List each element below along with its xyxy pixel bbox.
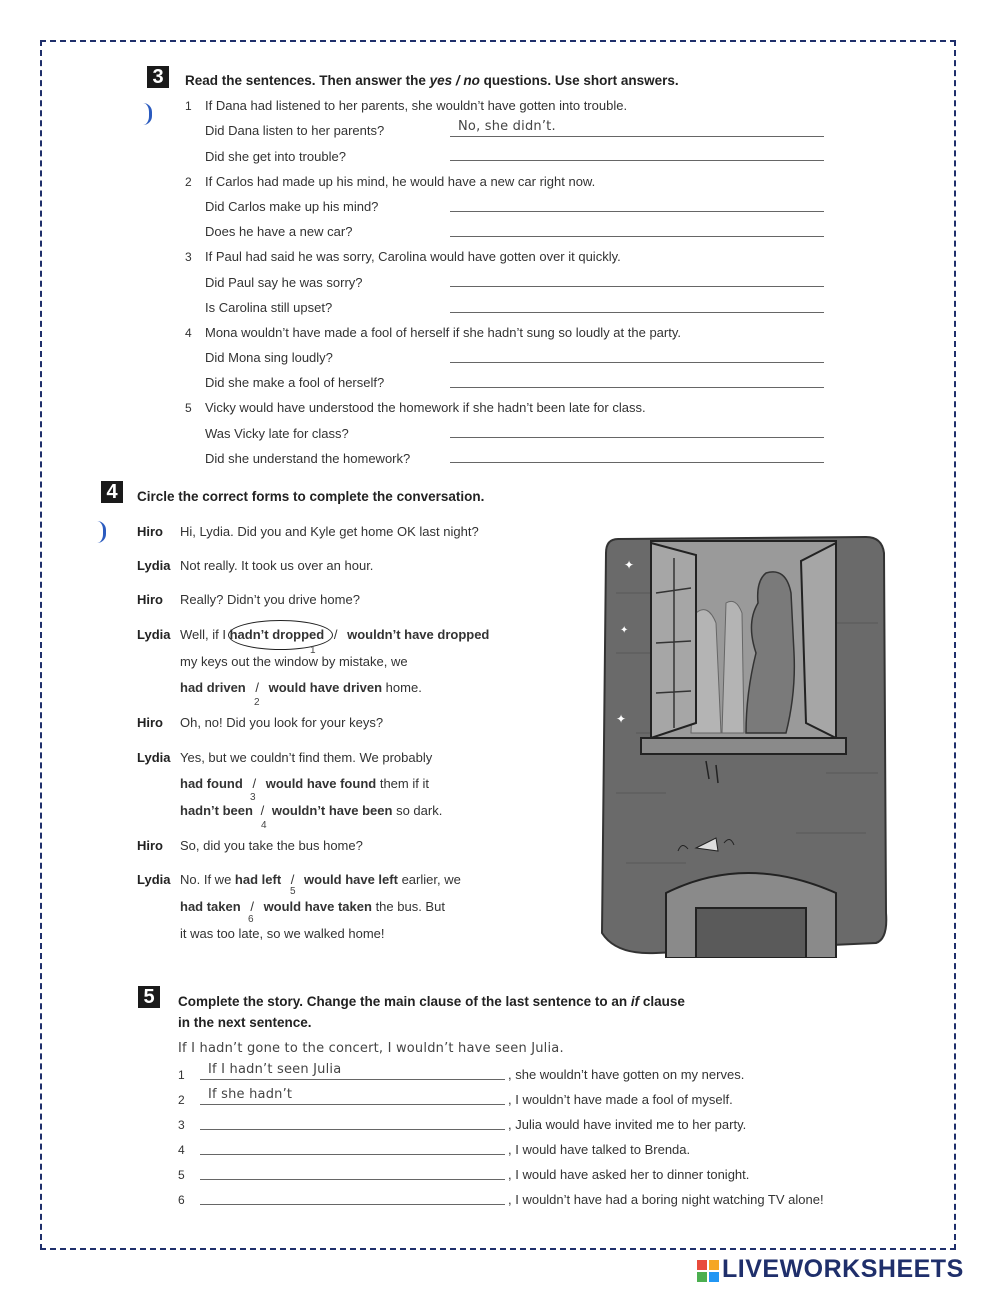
section-3-instruction-italic: yes / no bbox=[429, 73, 480, 88]
s3-item-2-question-1: Did Carlos make up his mind? bbox=[205, 199, 379, 214]
s5-item-4-rest: , I would have talked to Brenda. bbox=[508, 1142, 691, 1157]
section-5-instruction-line-2: in the next sentence. bbox=[178, 1015, 312, 1030]
option-5b[interactable]: would have left bbox=[304, 872, 398, 887]
slash-5: / bbox=[290, 872, 295, 887]
liveworksheets-brand[interactable]: LIVEWORKSHEETS bbox=[722, 1255, 964, 1283]
dialogue-line-1: Hi, Lydia. Did you and Kyle get home OK last night? bbox=[180, 524, 479, 539]
s5-item-1-answer-line[interactable] bbox=[200, 1079, 505, 1080]
option-5a[interactable]: had left bbox=[234, 872, 282, 887]
dialogue-line-3: Really? Didn’t you drive home? bbox=[180, 592, 360, 607]
subscript-5: 5 bbox=[290, 886, 296, 897]
slash-4: / bbox=[260, 803, 265, 818]
section-5-number: 5 bbox=[138, 986, 160, 1008]
section-4-instruction: Circle the correct forms to complete the conversation. bbox=[137, 489, 485, 504]
line6-b: them if it bbox=[379, 776, 429, 791]
s3-item-2-question-2: Does he have a new car? bbox=[205, 224, 353, 239]
s5-item-1-number: 1 bbox=[178, 1068, 185, 1082]
section-5-instruction-italic: if bbox=[630, 994, 640, 1009]
s3-item-5-answer-2-line[interactable] bbox=[450, 462, 824, 463]
option-2a[interactable]: had driven bbox=[180, 680, 246, 695]
option-1b[interactable]: wouldn’t have dropped bbox=[347, 627, 490, 642]
section-4-number: 4 bbox=[101, 481, 123, 503]
s3-item-4-statement: Mona wouldn’t have made a fool of herself if she hadn’t sung so loudly at the party. bbox=[205, 325, 681, 340]
building-window-illustration bbox=[596, 533, 892, 958]
s3-item-3-number: 3 bbox=[185, 250, 192, 264]
s3-item-3-question-1: Did Paul say he was sorry? bbox=[205, 275, 363, 290]
line4-pre: Well, if I bbox=[180, 627, 230, 642]
dialogue-line-6b bbox=[180, 776, 429, 791]
dialogue-line-4b: my keys out the window by mistake, we bbox=[180, 654, 408, 669]
option-4b[interactable]: wouldn’t have been bbox=[271, 803, 393, 818]
option-3b[interactable]: would have found bbox=[265, 776, 377, 791]
slash-1: / bbox=[333, 627, 338, 642]
dialogue-line-8a bbox=[180, 872, 461, 887]
s5-item-2-number: 2 bbox=[178, 1093, 185, 1107]
dialogue-line-6c bbox=[180, 803, 442, 818]
subscript-2: 2 bbox=[254, 697, 260, 708]
s3-item-2-answer-1-line[interactable] bbox=[450, 211, 824, 212]
line4-c: home. bbox=[385, 680, 422, 695]
s3-item-4-question-1: Did Mona sing loudly? bbox=[205, 350, 333, 365]
option-4a[interactable]: hadn’t been bbox=[180, 803, 253, 818]
section-5-instruction-b: clause bbox=[639, 994, 685, 1009]
s3-item-3-answer-2-line[interactable] bbox=[450, 312, 824, 313]
dialogue-line-7: So, did you take the bus home? bbox=[180, 838, 363, 853]
dialogue-line-5: Oh, no! Did you look for your keys? bbox=[180, 715, 384, 730]
s5-item-2-answer-line[interactable] bbox=[200, 1104, 505, 1105]
s3-item-4-answer-2-line[interactable] bbox=[450, 387, 824, 388]
liveworksheets-logo-icon bbox=[697, 1260, 719, 1282]
dialogue-line-8c bbox=[180, 899, 445, 914]
s3-item-3-statement: If Paul had said he was sorry, Carolina would have gotten over it quickly. bbox=[205, 249, 621, 264]
s3-item-1-answer-2-line[interactable] bbox=[450, 160, 824, 161]
star-3: ✦ bbox=[616, 712, 627, 726]
section-5-example: If I hadn’t gone to the concert, I wouldn’t have seen Julia. bbox=[178, 1041, 564, 1056]
subscript-4: 4 bbox=[261, 820, 267, 831]
section-5-instruction bbox=[178, 994, 685, 1009]
s5-item-2-rest: , I wouldn’t have made a fool of myself. bbox=[508, 1092, 733, 1107]
s3-item-2-statement: If Carlos had made up his mind, he would have a new car right now. bbox=[205, 174, 596, 189]
subscript-1: 1 bbox=[310, 645, 316, 656]
s3-item-5-answer-1-line[interactable] bbox=[450, 437, 824, 438]
s5-item-5-rest: , I would have asked her to dinner tonight. bbox=[508, 1167, 750, 1182]
option-1a[interactable]: hadn’t dropped bbox=[229, 627, 325, 642]
s5-item-3-number: 3 bbox=[178, 1118, 185, 1132]
s5-item-5-answer-line[interactable] bbox=[200, 1179, 505, 1180]
s5-item-6-number: 6 bbox=[178, 1193, 185, 1207]
line6-c: so dark. bbox=[396, 803, 443, 818]
speaker-lydia-2: Lydia bbox=[137, 627, 171, 642]
star-2: ✦ bbox=[620, 625, 629, 636]
s5-item-3-rest: , Julia would have invited me to her party. bbox=[508, 1117, 747, 1132]
dialogue-line-4a bbox=[180, 627, 489, 642]
option-6b[interactable]: would have taken bbox=[263, 899, 372, 914]
s3-item-1-question-2: Did she get into trouble? bbox=[205, 149, 346, 164]
section-3-instruction-b: questions. Use short answers. bbox=[479, 73, 679, 88]
window-sill bbox=[641, 738, 846, 754]
s3-item-5-statement: Vicky would have understood the homework if she hadn’t been late for class. bbox=[205, 400, 646, 415]
s5-item-2-answer[interactable]: If she hadn’t bbox=[208, 1087, 293, 1102]
speaker-lydia-4: Lydia bbox=[137, 872, 171, 887]
s5-item-4-answer-line[interactable] bbox=[200, 1154, 505, 1155]
s3-item-1-question-1: Did Dana listen to her parents? bbox=[205, 123, 385, 138]
s3-item-1-number: 1 bbox=[185, 99, 192, 113]
line8-c: the bus. But bbox=[375, 899, 445, 914]
s3-item-4-answer-1-line[interactable] bbox=[450, 362, 824, 363]
star-1: ✦ bbox=[624, 558, 635, 572]
dialogue-line-2: Not really. It took us over an hour. bbox=[180, 558, 374, 573]
s5-item-1-rest: , she wouldn’t have gotten on my nerves. bbox=[508, 1067, 745, 1082]
section-5-instruction-a: Complete the story. Change the main clause of the last sentence to an bbox=[178, 994, 631, 1009]
subscript-6: 6 bbox=[248, 914, 254, 925]
right-shutter bbox=[801, 543, 836, 738]
section-3-instruction bbox=[185, 73, 679, 88]
s5-item-1-answer[interactable]: If I hadn’t seen Julia bbox=[208, 1062, 342, 1077]
s3-item-1-statement: If Dana had listened to her parents, she wouldn’t have gotten into trouble. bbox=[205, 98, 628, 113]
s3-item-3-question-2: Is Carolina still upset? bbox=[205, 300, 333, 315]
slash-3: / bbox=[252, 776, 257, 791]
dialogue-line-4c bbox=[180, 680, 422, 695]
speaker-hiro-4: Hiro bbox=[137, 838, 163, 853]
section-3-number: 3 bbox=[147, 66, 169, 88]
line8-pre: No. If we bbox=[180, 872, 235, 887]
subscript-3: 3 bbox=[250, 792, 256, 803]
s5-item-3-answer-line[interactable] bbox=[200, 1129, 505, 1130]
s3-item-1-answer-1-line[interactable] bbox=[450, 136, 824, 137]
s5-item-5-number: 5 bbox=[178, 1168, 185, 1182]
option-2b[interactable]: would have driven bbox=[268, 680, 383, 695]
dialogue-line-8d: it was too late, so we walked home! bbox=[180, 926, 385, 941]
s3-item-3-answer-1-line[interactable] bbox=[450, 286, 824, 287]
s5-item-6-answer-line[interactable] bbox=[200, 1204, 505, 1205]
dialogue-line-6a: Yes, but we couldn’t find them. We probably bbox=[180, 750, 433, 765]
s5-item-6-rest: , I wouldn’t have had a boring night watching TV alone! bbox=[508, 1192, 824, 1207]
s3-item-5-number: 5 bbox=[185, 401, 192, 415]
line8-b: earlier, we bbox=[401, 872, 461, 887]
option-6a[interactable]: had taken bbox=[180, 899, 241, 914]
speaker-hiro-2: Hiro bbox=[137, 592, 163, 607]
s3-item-1-answer-1[interactable]: No, she didn’t. bbox=[458, 119, 556, 134]
circled-answer-1 bbox=[228, 620, 333, 650]
s3-item-4-question-2: Did she make a fool of herself? bbox=[205, 375, 385, 390]
s3-item-2-answer-2-line[interactable] bbox=[450, 236, 824, 237]
slash-6: / bbox=[250, 899, 254, 914]
s3-item-2-number: 2 bbox=[185, 175, 192, 189]
s5-item-4-number: 4 bbox=[178, 1143, 185, 1157]
speaker-hiro-3: Hiro bbox=[137, 715, 163, 730]
s3-item-5-question-2: Did she understand the homework? bbox=[205, 451, 411, 466]
section-3-instruction-a: Read the sentences. Then answer the bbox=[185, 73, 430, 88]
s3-item-4-number: 4 bbox=[185, 326, 192, 340]
option-3a[interactable]: had found bbox=[180, 776, 243, 791]
speaker-lydia-1: Lydia bbox=[137, 558, 171, 573]
speaker-hiro-1: Hiro bbox=[137, 524, 163, 539]
speaker-lydia-3: Lydia bbox=[137, 750, 171, 765]
slash-2: / bbox=[255, 680, 259, 695]
front-door bbox=[696, 908, 806, 958]
s3-item-5-question-1: Was Vicky late for class? bbox=[205, 426, 349, 441]
